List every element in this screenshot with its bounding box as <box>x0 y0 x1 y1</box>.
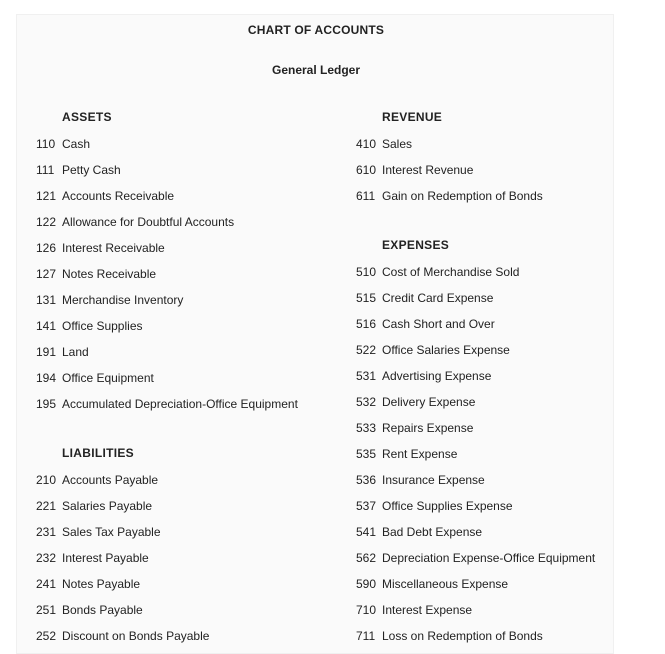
account-name: Discount on Bonds Payable <box>62 629 210 643</box>
account-number: 515 <box>356 291 377 305</box>
account-number: 122 <box>36 215 57 229</box>
account-row <box>36 369 154 387</box>
account-row <box>36 549 149 567</box>
account-name: Gain on Redemption of Bonds <box>382 189 543 203</box>
account-number: 251 <box>36 603 57 617</box>
account-row <box>356 367 491 385</box>
account-number: 562 <box>356 551 377 565</box>
account-name: Rent Expense <box>382 447 458 461</box>
account-number: 536 <box>356 473 377 487</box>
account-name: Insurance Expense <box>382 473 485 487</box>
account-number: 194 <box>36 371 57 385</box>
account-row <box>356 549 595 567</box>
account-row <box>356 575 508 593</box>
account-number: 231 <box>36 525 57 539</box>
account-name: Accounts Receivable <box>62 189 175 203</box>
account-row <box>356 627 543 645</box>
assets-heading: ASSETS <box>62 110 112 124</box>
account-row <box>356 341 510 359</box>
account-name: Interest Revenue <box>382 163 474 177</box>
account-number: 126 <box>36 241 57 255</box>
account-name: Cash Short and Over <box>382 317 495 331</box>
account-number: 221 <box>36 499 57 513</box>
page-subtitle: General Ledger <box>271 63 361 77</box>
account-name: Merchandise Inventory <box>62 293 184 307</box>
account-name: Advertising Expense <box>382 369 492 383</box>
account-name: Accounts Payable <box>62 473 159 487</box>
account-name: Office Salaries Expense <box>382 343 510 357</box>
account-number: 532 <box>356 395 377 409</box>
account-number: 141 <box>36 319 57 333</box>
account-number: 121 <box>36 189 57 203</box>
account-row <box>356 393 475 411</box>
account-row <box>36 291 183 309</box>
account-row <box>356 497 513 515</box>
account-name: Notes Receivable <box>62 267 157 281</box>
account-number: 232 <box>36 551 57 565</box>
account-row <box>356 601 472 619</box>
account-number: 510 <box>356 265 377 279</box>
account-row <box>36 497 152 515</box>
account-number: 210 <box>36 473 57 487</box>
account-name: Land <box>62 345 89 359</box>
account-number: 127 <box>36 267 57 281</box>
account-row <box>36 627 209 645</box>
account-row <box>36 187 174 205</box>
account-row <box>36 239 165 257</box>
account-name: Cash <box>62 137 91 151</box>
account-number: 611 <box>356 189 376 203</box>
account-name: Credit Card Expense <box>382 291 494 305</box>
account-name: Repairs Expense <box>382 421 474 435</box>
account-row <box>36 265 156 283</box>
account-number: 710 <box>356 603 377 617</box>
account-row <box>36 471 158 489</box>
account-name: Sales <box>382 137 413 151</box>
account-name: Depreciation Expense-Office Equipment <box>382 551 596 565</box>
account-name: Interest Payable <box>62 551 149 565</box>
account-number: 535 <box>356 447 377 461</box>
account-number: 541 <box>356 525 377 539</box>
page-title: CHART OF ACCOUNTS <box>247 23 385 37</box>
account-name: Office Supplies <box>62 319 143 333</box>
account-row <box>356 187 543 205</box>
account-row <box>36 575 140 593</box>
account-row <box>36 523 161 541</box>
account-name: Allowance for Doubtful Accounts <box>62 215 235 229</box>
account-number: 516 <box>356 317 377 331</box>
account-name: Petty Cash <box>62 163 121 177</box>
account-number: 537 <box>356 499 377 513</box>
account-row <box>36 135 90 153</box>
account-row <box>356 419 473 437</box>
account-number: 111 <box>36 163 55 177</box>
account-number: 131 <box>36 293 57 307</box>
account-number: 241 <box>36 577 57 591</box>
account-name: Office Equipment <box>62 371 154 385</box>
account-number: 195 <box>36 397 57 411</box>
account-row <box>356 471 485 489</box>
account-name: Office Supplies Expense <box>382 499 513 513</box>
account-row <box>356 315 495 333</box>
account-name: Notes Payable <box>62 577 141 591</box>
account-name: Salaries Payable <box>62 499 153 513</box>
account-row <box>356 523 482 541</box>
account-name: Bonds Payable <box>62 603 143 617</box>
account-row <box>36 317 143 335</box>
account-name: Bad Debt Expense <box>382 525 483 539</box>
account-row <box>356 135 412 153</box>
account-number: 610 <box>356 163 377 177</box>
account-row <box>36 601 143 619</box>
account-name: Interest Expense <box>382 603 473 617</box>
account-row <box>36 395 298 413</box>
account-number: 531 <box>356 369 377 383</box>
account-name: Loss on Redemption of Bonds <box>382 629 543 643</box>
account-number: 711 <box>356 629 376 643</box>
account-name: Sales Tax Payable <box>62 525 161 539</box>
revenue-heading: REVENUE <box>382 110 443 124</box>
account-name: Delivery Expense <box>382 395 476 409</box>
account-number: 522 <box>356 343 377 357</box>
account-row <box>36 161 121 179</box>
account-number: 110 <box>36 137 56 151</box>
account-name: Accumulated Depreciation-Office Equipment <box>62 397 298 411</box>
account-number: 191 <box>36 345 57 359</box>
account-row <box>36 343 89 361</box>
account-row <box>356 263 519 281</box>
account-number: 590 <box>356 577 377 591</box>
account-name: Miscellaneous Expense <box>382 577 509 591</box>
expenses-heading: EXPENSES <box>382 238 450 252</box>
account-number: 410 <box>356 137 377 151</box>
account-row <box>356 445 457 463</box>
account-row <box>356 289 493 307</box>
account-row <box>36 213 234 231</box>
account-name: Cost of Merchandise Sold <box>382 265 520 279</box>
account-row <box>356 161 473 179</box>
account-number: 252 <box>36 629 57 643</box>
account-name: Interest Receivable <box>62 241 165 255</box>
liabilities-heading: LIABILITIES <box>62 446 134 460</box>
account-number: 533 <box>356 421 377 435</box>
